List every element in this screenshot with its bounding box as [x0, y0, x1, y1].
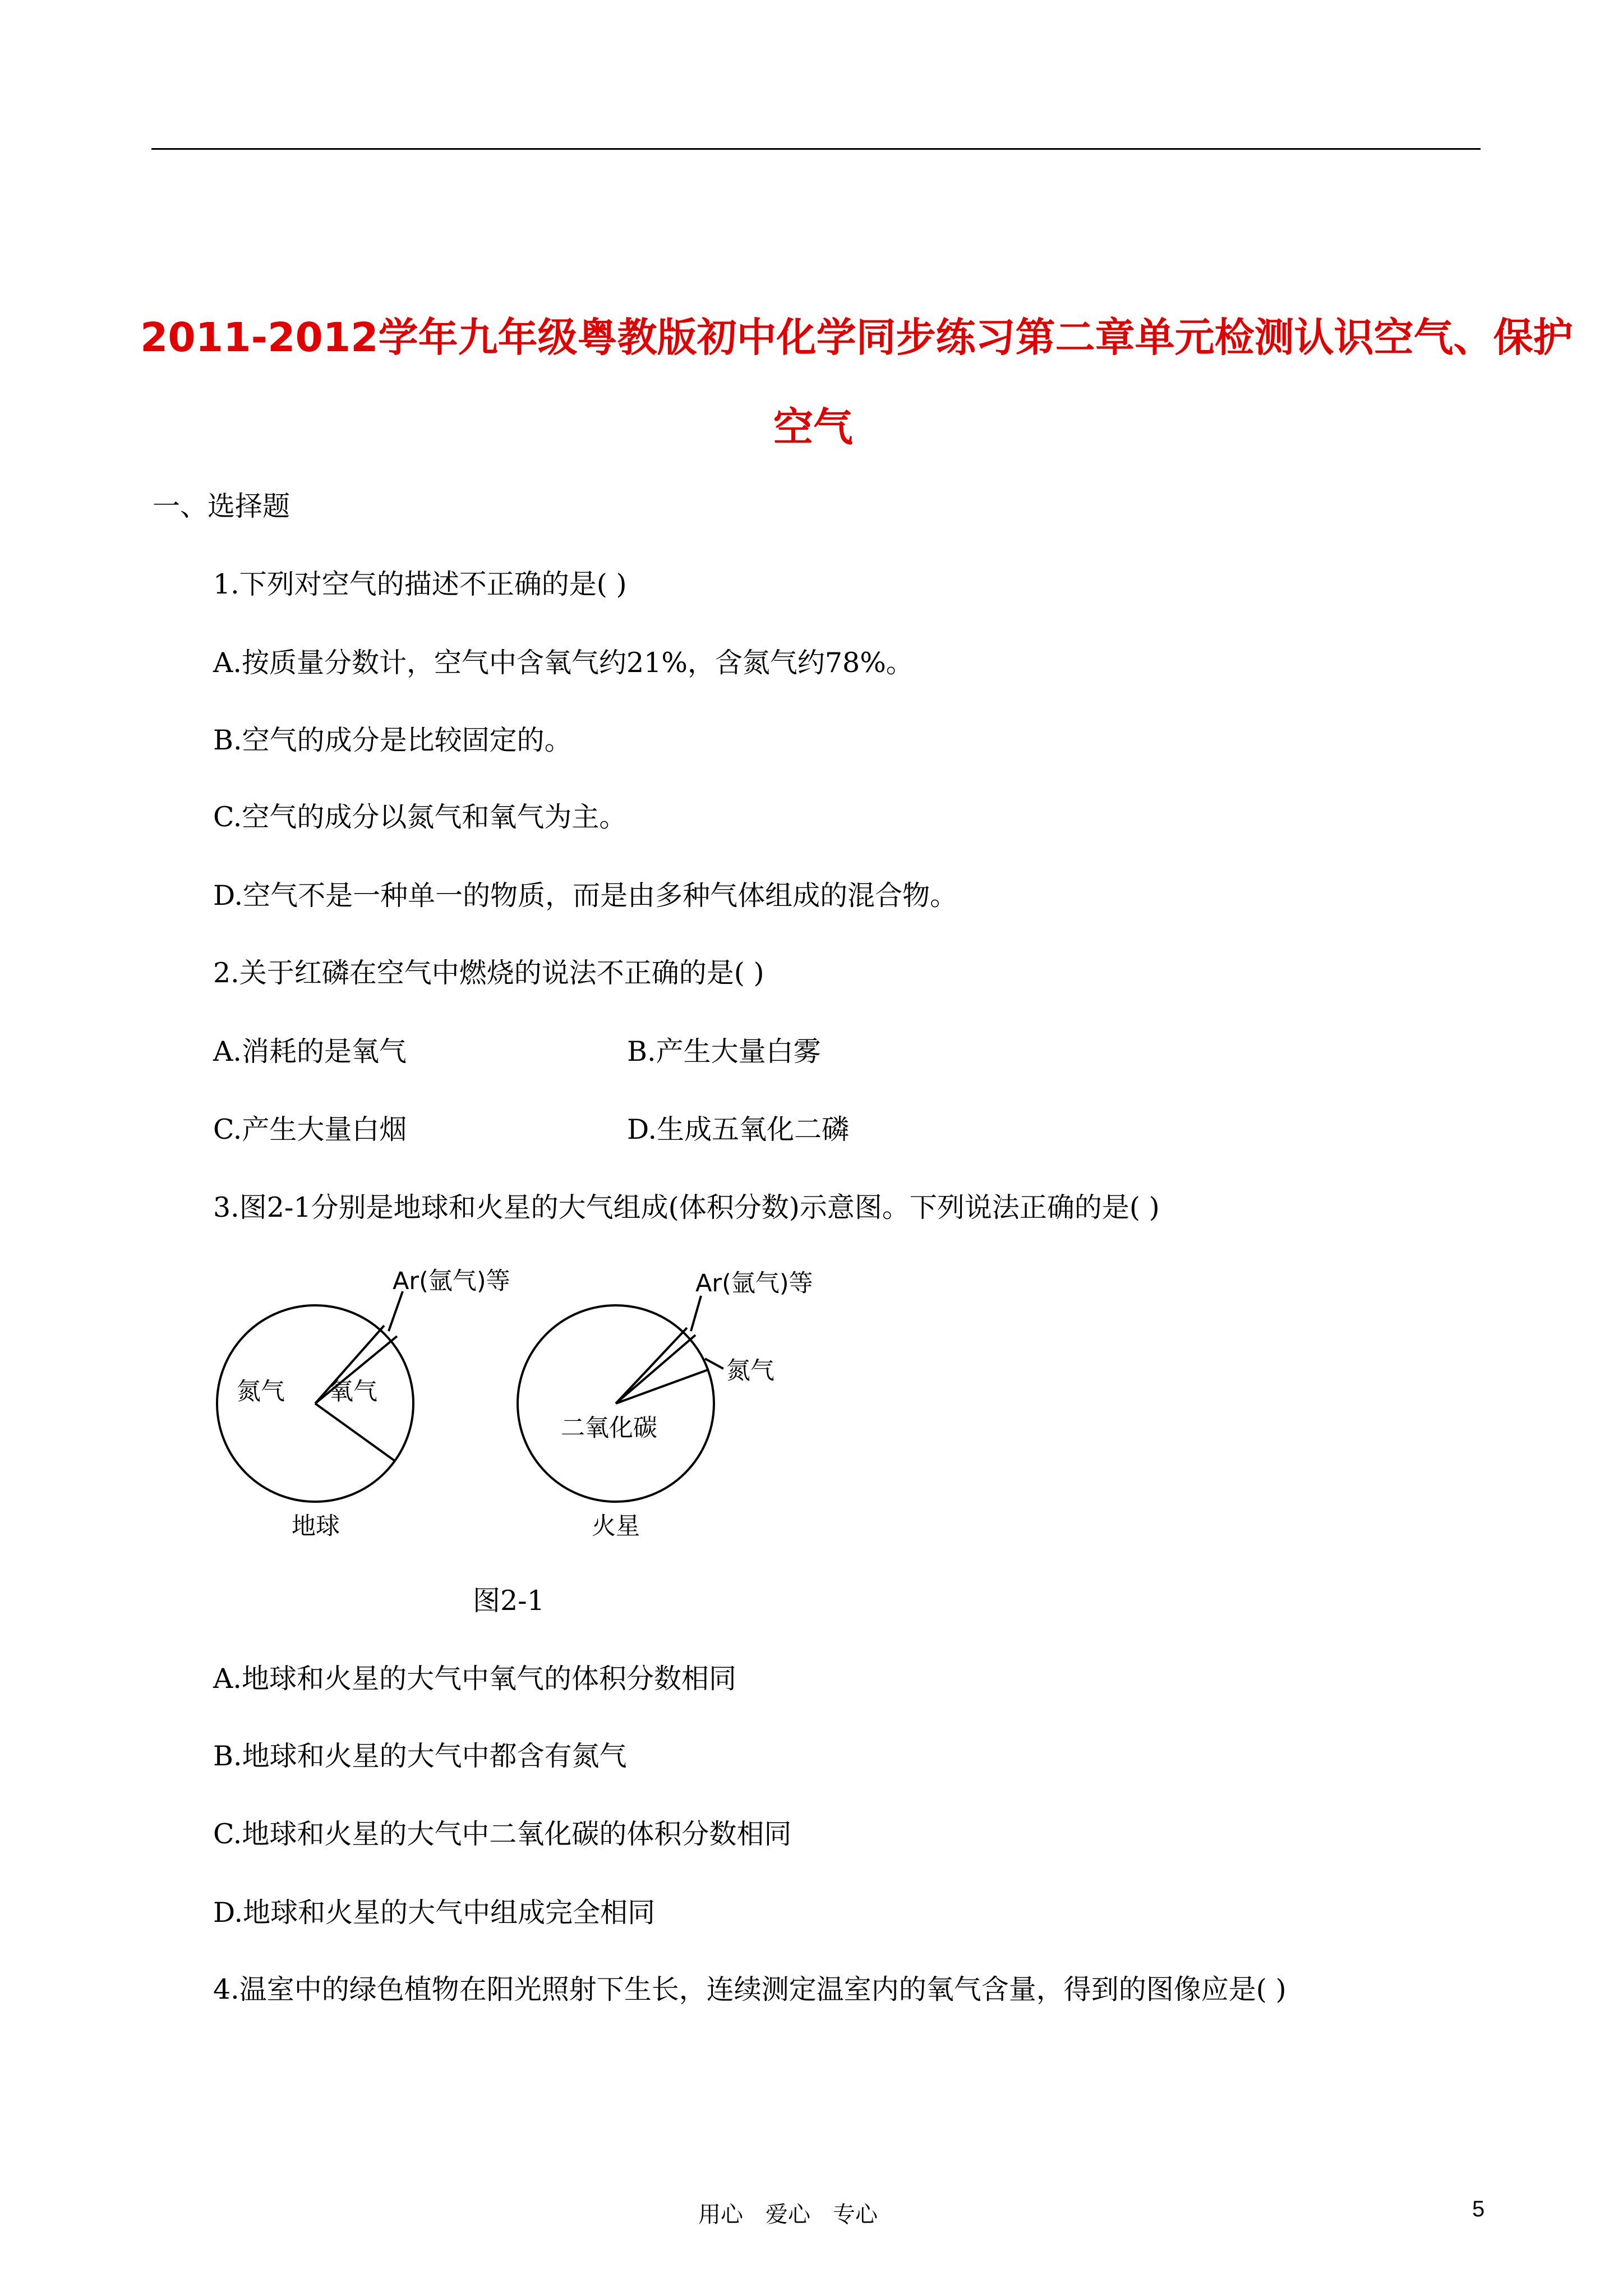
- q3-option-d: D.地球和火星的大气中组成完全相同: [213, 1897, 656, 1929]
- q4-stem: 4.温室中的绿色植物在阳光照射下生长，连续测定温室内的氧气含量，得到的图像应是( ): [213, 1973, 1287, 2005]
- page-number: 5: [1472, 2197, 1485, 2221]
- figure-caption: 图2-1: [473, 1585, 545, 1617]
- figure-2-1-pie-diagrams: [202, 1251, 875, 1565]
- q2-option-a: A.消耗的是氧气: [213, 1036, 407, 1068]
- earth-argon-label: Ar(氩气)等: [393, 1267, 510, 1295]
- mars-argon-leader: [691, 1296, 701, 1331]
- q2-option-d: D.生成五氧化二磷: [627, 1114, 850, 1145]
- q3-option-b: B.地球和火星的大气中都含有氮气: [213, 1740, 627, 1772]
- mars-slice-divider-1: [616, 1328, 687, 1404]
- mars-slice-divider-3: [616, 1370, 708, 1404]
- q1-option-b: B.空气的成分是比较固定的。: [213, 724, 572, 756]
- document-title-line2: 空气: [773, 404, 853, 450]
- q1-stem: 1.下列对空气的描述不正确的是( ): [213, 568, 627, 600]
- earth-slice-divider-oxygen-bottom: [315, 1404, 395, 1461]
- section-heading: 一、选择题: [153, 490, 291, 522]
- earth-nitrogen-label: 氮气: [237, 1378, 285, 1406]
- header-rule: [151, 148, 1481, 150]
- earth-label: 地球: [292, 1512, 340, 1540]
- q2-option-c: C.产生大量白烟: [213, 1114, 407, 1145]
- mars-slice-divider-2: [616, 1335, 695, 1404]
- q3-option-c: C.地球和火星的大气中二氧化碳的体积分数相同: [213, 1818, 792, 1850]
- mars-label: 火星: [592, 1512, 640, 1540]
- earth-oxygen-label: 氧气: [329, 1378, 377, 1406]
- q1-option-d: D.空气不是一种单一的物质，而是由多种气体组成的混合物。: [213, 880, 958, 912]
- earth-argon-leader: [389, 1291, 403, 1331]
- q2-stem: 2.关于红磷在空气中燃烧的说法不正确的是( ): [213, 957, 764, 989]
- q1-option-c: C.空气的成分以氮气和氧气为主。: [213, 801, 627, 833]
- q3-stem: 3.图2-1分别是地球和火星的大气组成(体积分数)示意图。下列说法正确的是( ): [213, 1191, 1160, 1223]
- document-title-line1: 2011-2012学年九年级粤教版初中化学同步练习第二章单元检测认识空气、保护: [140, 314, 1573, 361]
- mars-nitrogen-label: 氮气: [726, 1357, 774, 1385]
- mars-co2-label: 二氧化碳: [561, 1414, 657, 1442]
- footer-motto: 用心 爱心 专心: [698, 2202, 878, 2228]
- mars-argon-label: Ar(氩气)等: [695, 1269, 813, 1297]
- q1-option-a: A.按质量分数计，空气中含氧气约21%，含氮气约78%。: [213, 647, 914, 679]
- q2-option-b: B.产生大量白雾: [627, 1036, 821, 1068]
- q3-option-a: A.地球和火星的大气中氧气的体积分数相同: [213, 1663, 736, 1695]
